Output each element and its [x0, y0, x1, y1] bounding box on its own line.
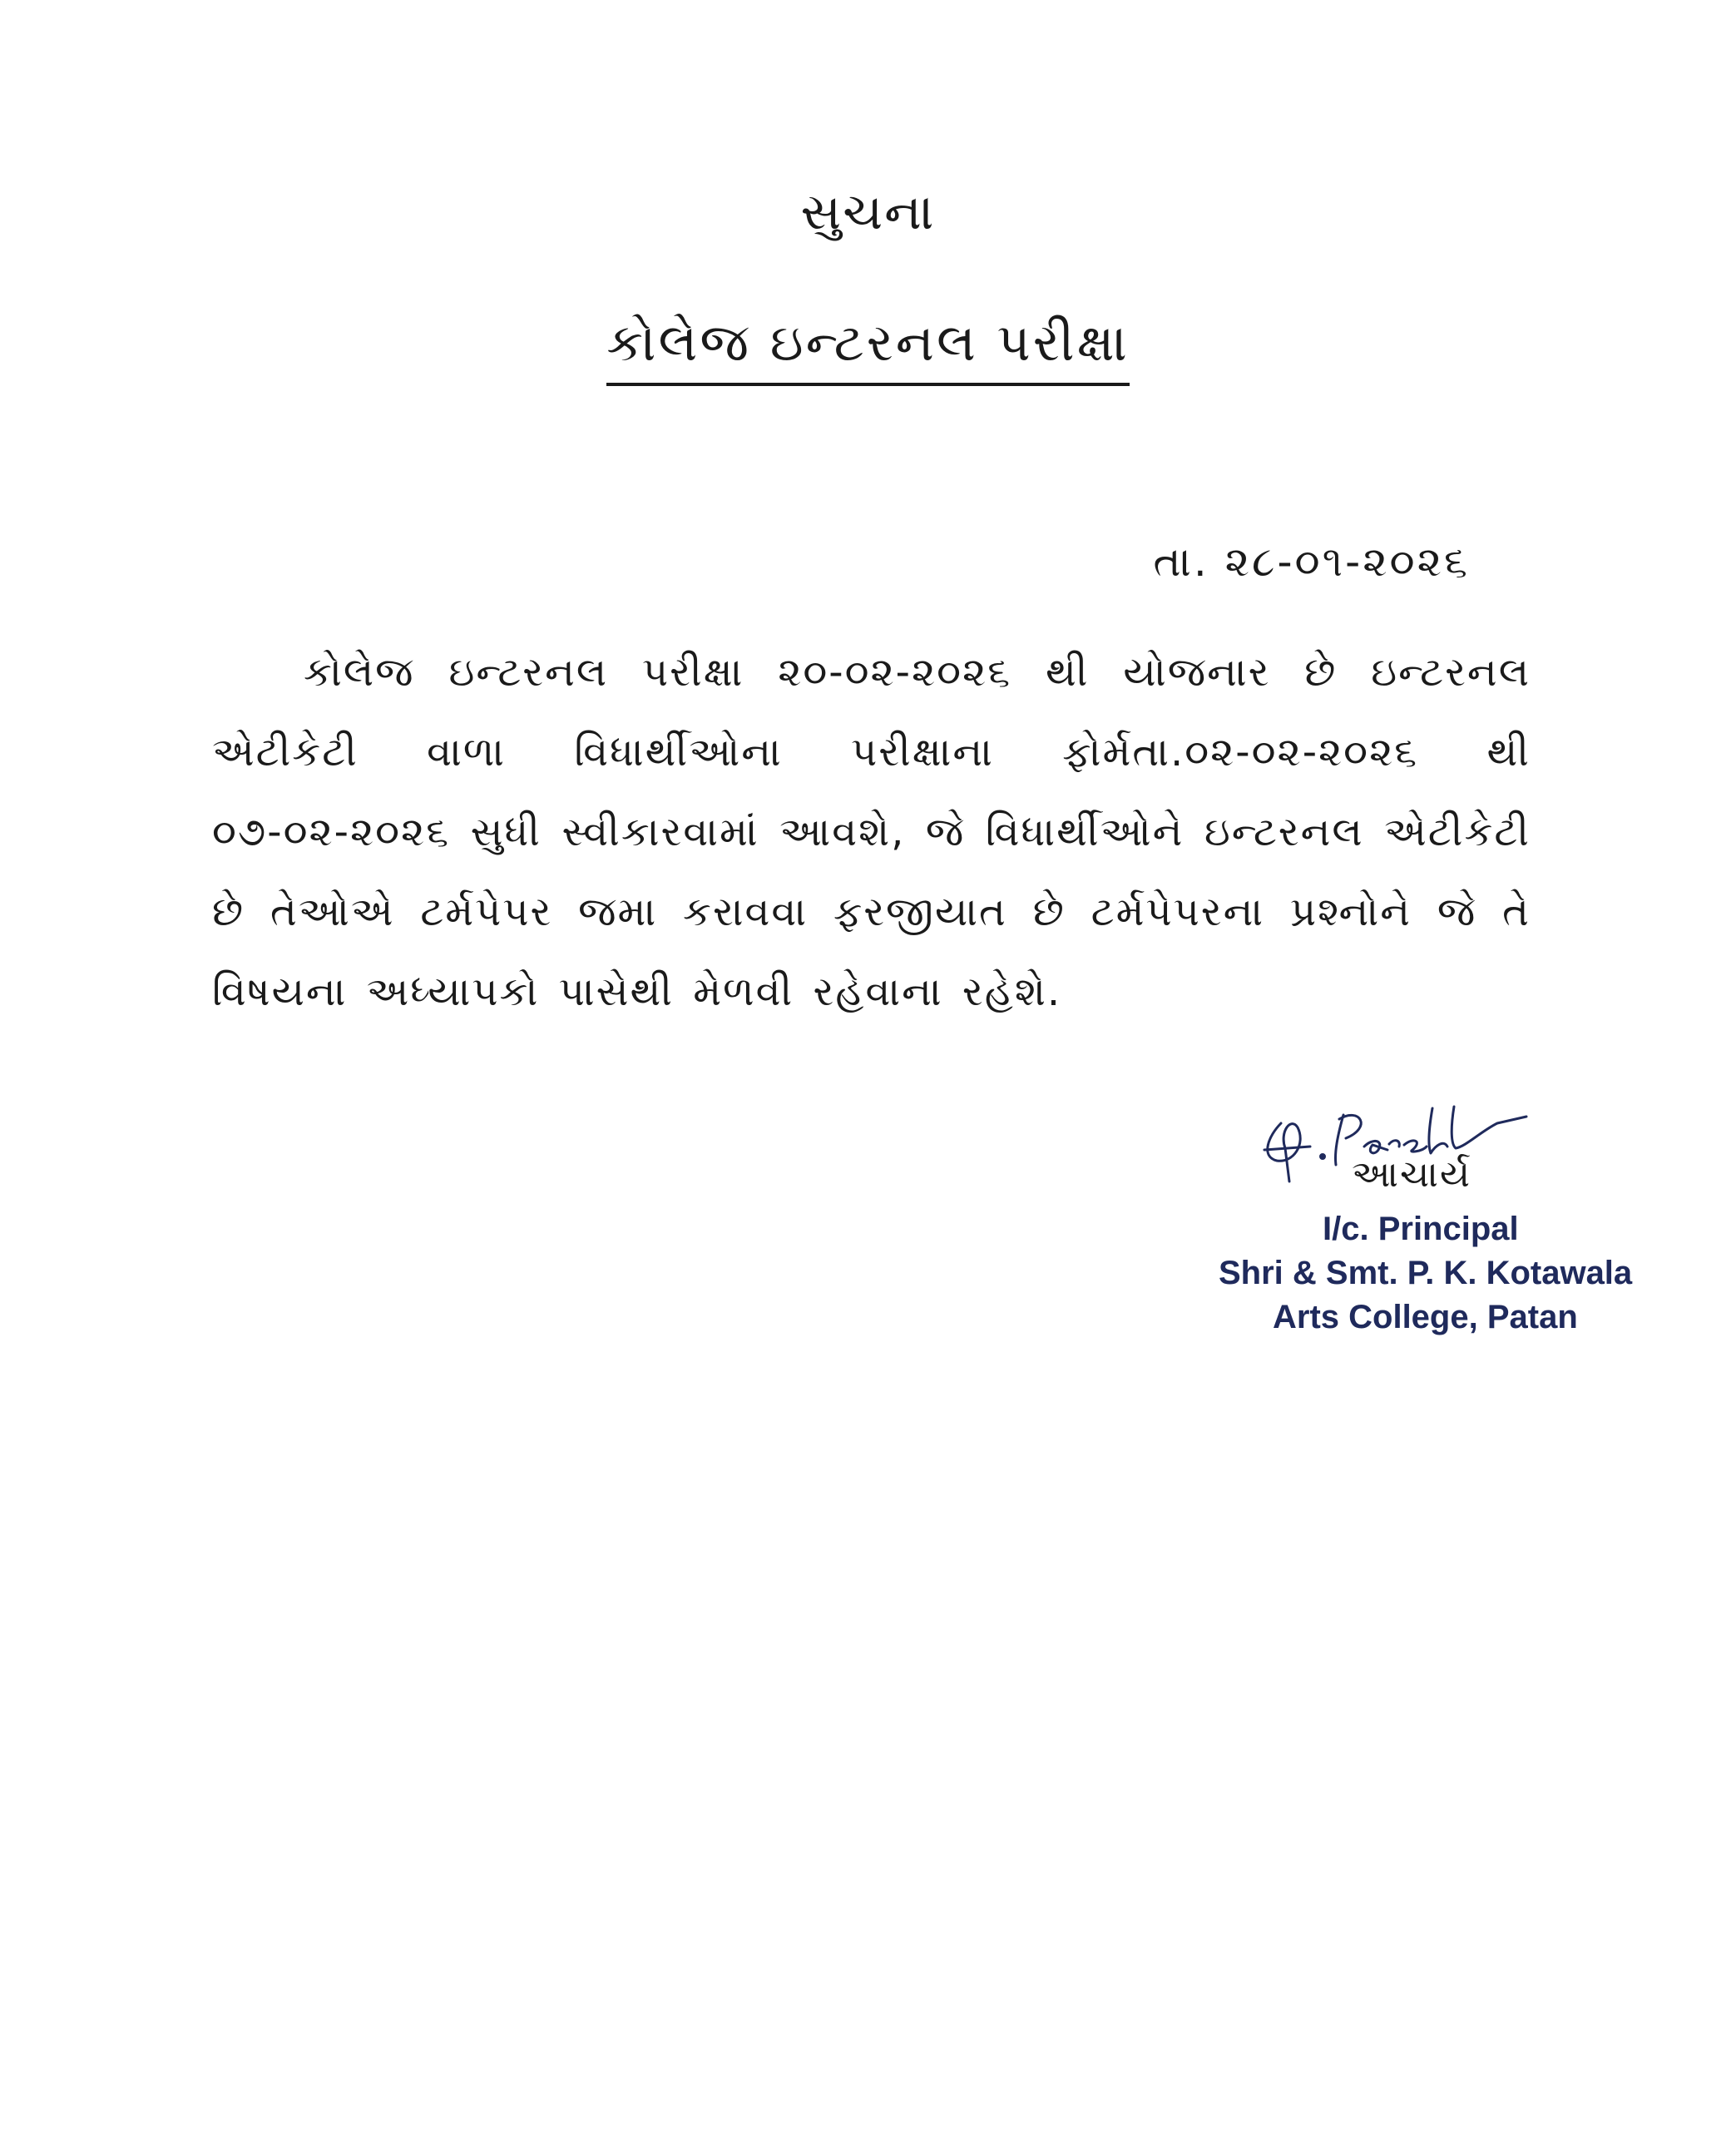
notice-title	[0, 308, 1736, 386]
stamp-college-name: Shri & Smt. P. K. Kotawala	[1219, 1255, 1633, 1291]
notice-date: તા. ૨૮-૦૧-૨૦૨૬	[1153, 537, 1470, 586]
notice-title-text: કોલેજ ઇન્ટરનલ પરીક્ષા	[606, 308, 1130, 386]
signature-block	[1198, 1098, 1664, 1348]
notice-label: સુચના	[800, 183, 936, 241]
stamp-college-location: Arts College, Patan	[1273, 1299, 1578, 1335]
notice-body: કોલેજ ઇન્ટરનલ પરીક્ષા ૨૦-૦૨-૨૦૨૬ થી યોજનાર છે ઇન્ટરનલ એટીકેટી વાળા વિધાર્થીઓના પરીક્ષાના ફોર્મતા.૦૨-૦૨-૨૦૨૬ થી ૦૭-૦૨-૨૦૨૬ સુધી સ્વીકારવામાં આવશે, જે વિધાર્થીઓને ઇન્ટરનલ એટીકેટી છે તેઓએ ટર્મપેપર જમા કરાવવા ફરજીયાત છે ટર્મપેપરના પ્રશ્નોને જે તે વિષયના અધ્યાપકો પાસેથી મેળવી રહેવાના રહેશે.	[212, 649, 1531, 1015]
stamp-designation: I/c. Principal	[1323, 1211, 1519, 1247]
signature-title: આચાર્ય	[1352, 1153, 1471, 1196]
